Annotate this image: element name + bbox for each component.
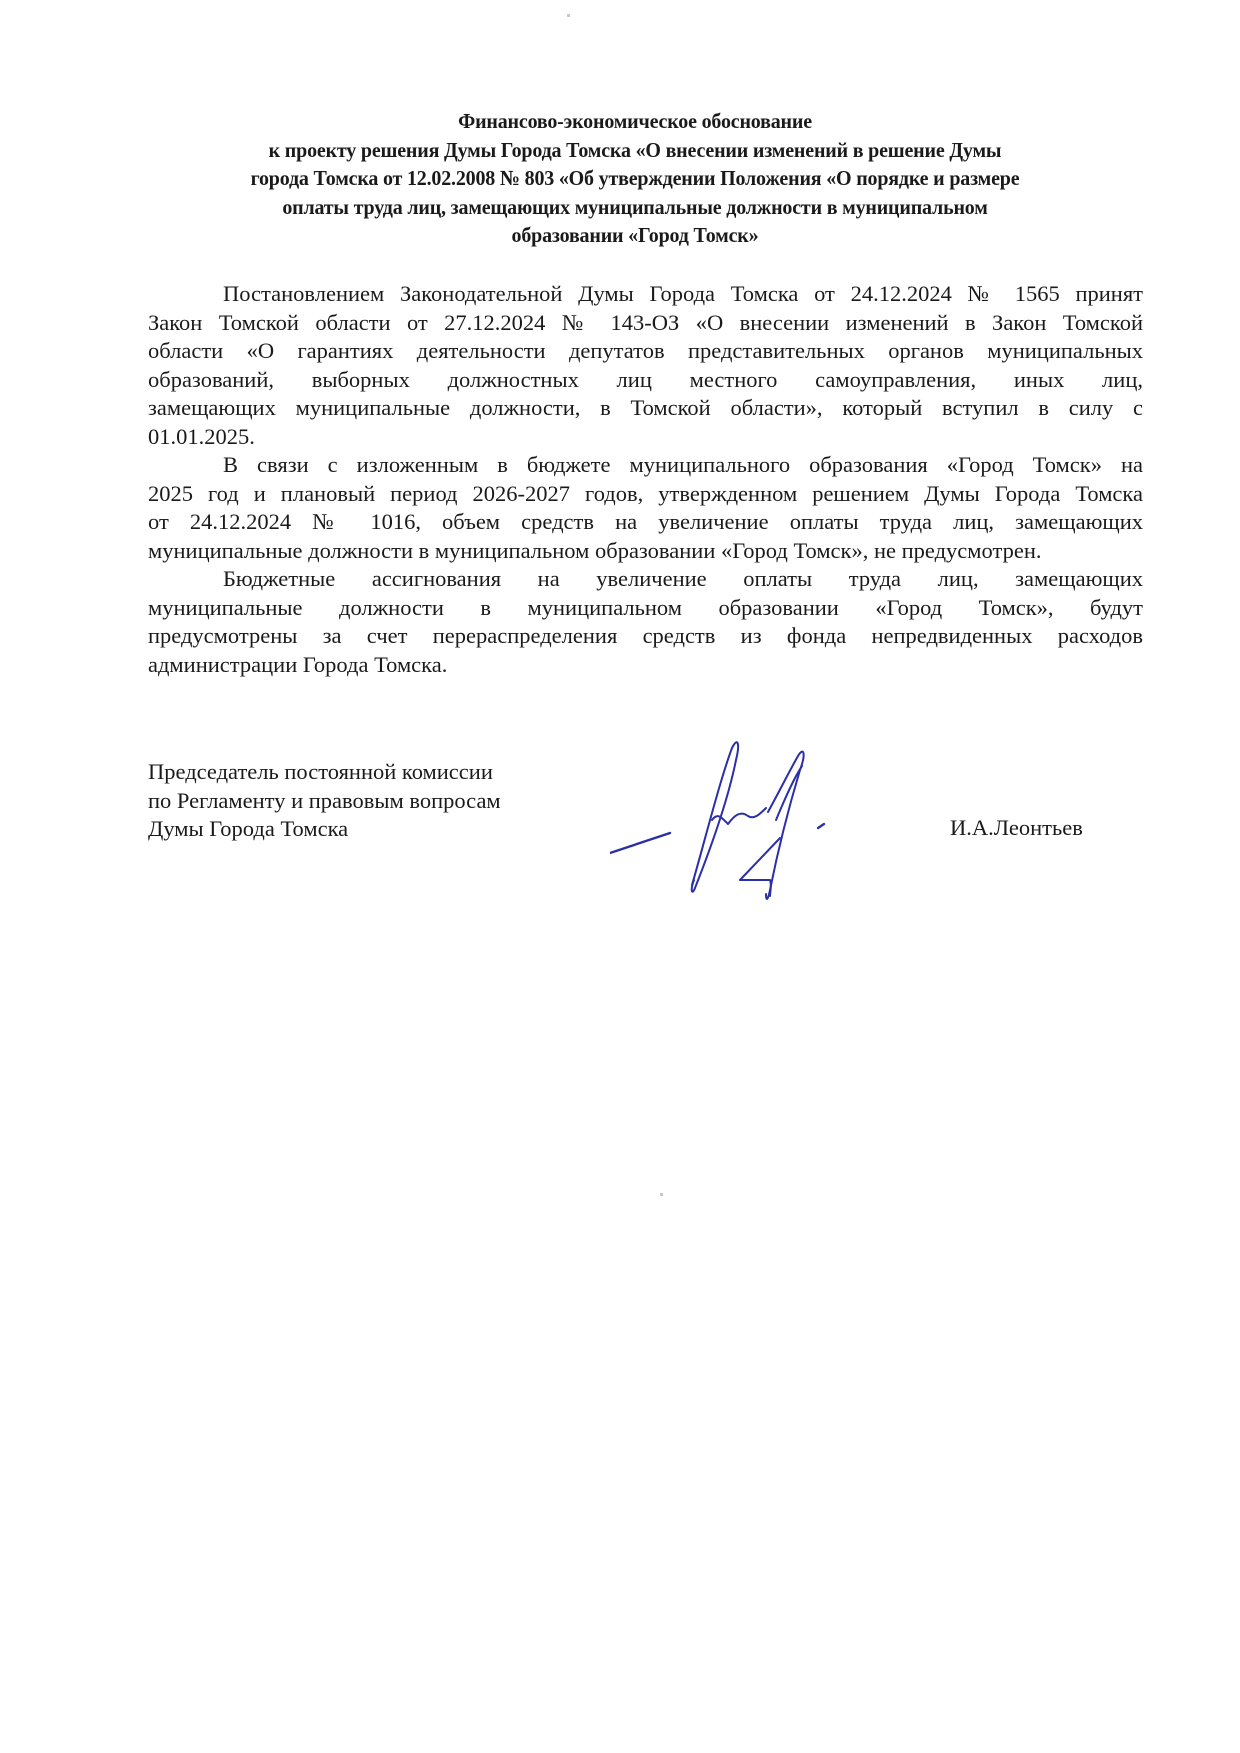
title-line: образовании «Город Томск» (511, 223, 759, 247)
scan-artifact-mark (567, 14, 570, 17)
signer-position-line: Думы Города Томска (148, 816, 349, 841)
paragraph-2 (148, 451, 1143, 565)
paragraph-line: замещающих муниципальные должности, в Томской области», который вступил в силу с (148, 395, 1143, 420)
paragraph-line: 01.01.2025. (148, 423, 255, 449)
scan-artifact-mark (660, 1193, 663, 1196)
title-line: оплаты труда лиц, замещающих муниципальные должности в муниципальном (282, 194, 988, 219)
document-title (175, 107, 1096, 250)
title-line: к проекту решения Думы Города Томска «О внесении изменений в решение Думы (268, 137, 1002, 162)
paragraph-line: предусмотрены за счет перераспределения средств из фонда непредвиденных расходов (148, 623, 1143, 648)
signer-name: И.А.Леонтьев (950, 815, 1083, 840)
paragraph-line: Постановлением Законодательной Думы Города Томска от 24.12.2024 № 1565 принят (223, 281, 1143, 306)
paragraph-line: 2025 год и плановый период 2026-2027 годов, утвержденном решением Думы Города Томска (148, 480, 1143, 506)
handwritten-signature-icon (610, 720, 850, 910)
signer-position (148, 758, 501, 844)
paragraph-line: муниципальные должности в муниципальном образовании «Город Томск», будут (148, 594, 1143, 620)
document-body (148, 280, 1143, 679)
paragraph-line: образований, выборных должностных лиц местного самоуправления, иных лиц, (148, 366, 1143, 392)
signer-position-line: по Регламенту и правовым вопросам (148, 787, 501, 813)
paragraph-line: Бюджетные ассигнования на увеличение оплаты труда лиц, замещающих (223, 566, 1143, 591)
title-line: Финансово-экономическое обоснование (458, 109, 812, 133)
paragraph-line: от 24.12.2024 № 1016, объем средств на увеличение оплаты труда лиц, замещающих (148, 509, 1143, 534)
paragraph-line: В связи с изложенным в бюджете муниципального образования «Город Томск» на (223, 452, 1143, 477)
paragraph-line: области «О гарантиях деятельности депутатов представительных органов муниципальных (148, 338, 1143, 363)
signer-position-line: Председатель постоянной комиссии (148, 759, 493, 784)
paragraph-line: Закон Томской области от 27.12.2024 № 143-ОЗ «О внесении изменений в Закон Томской (148, 309, 1143, 335)
title-line: города Томска от 12.02.2008 № 803 «Об утверждении Положения «О порядке и размере (250, 166, 1020, 190)
paragraph-1 (148, 280, 1143, 451)
paragraph-line: муниципальные должности в муниципальном образовании «Город Томск», не предусмотрен. (148, 537, 1042, 563)
paragraph-3 (148, 565, 1143, 679)
paragraph-line: администрации Города Томска. (148, 651, 448, 677)
